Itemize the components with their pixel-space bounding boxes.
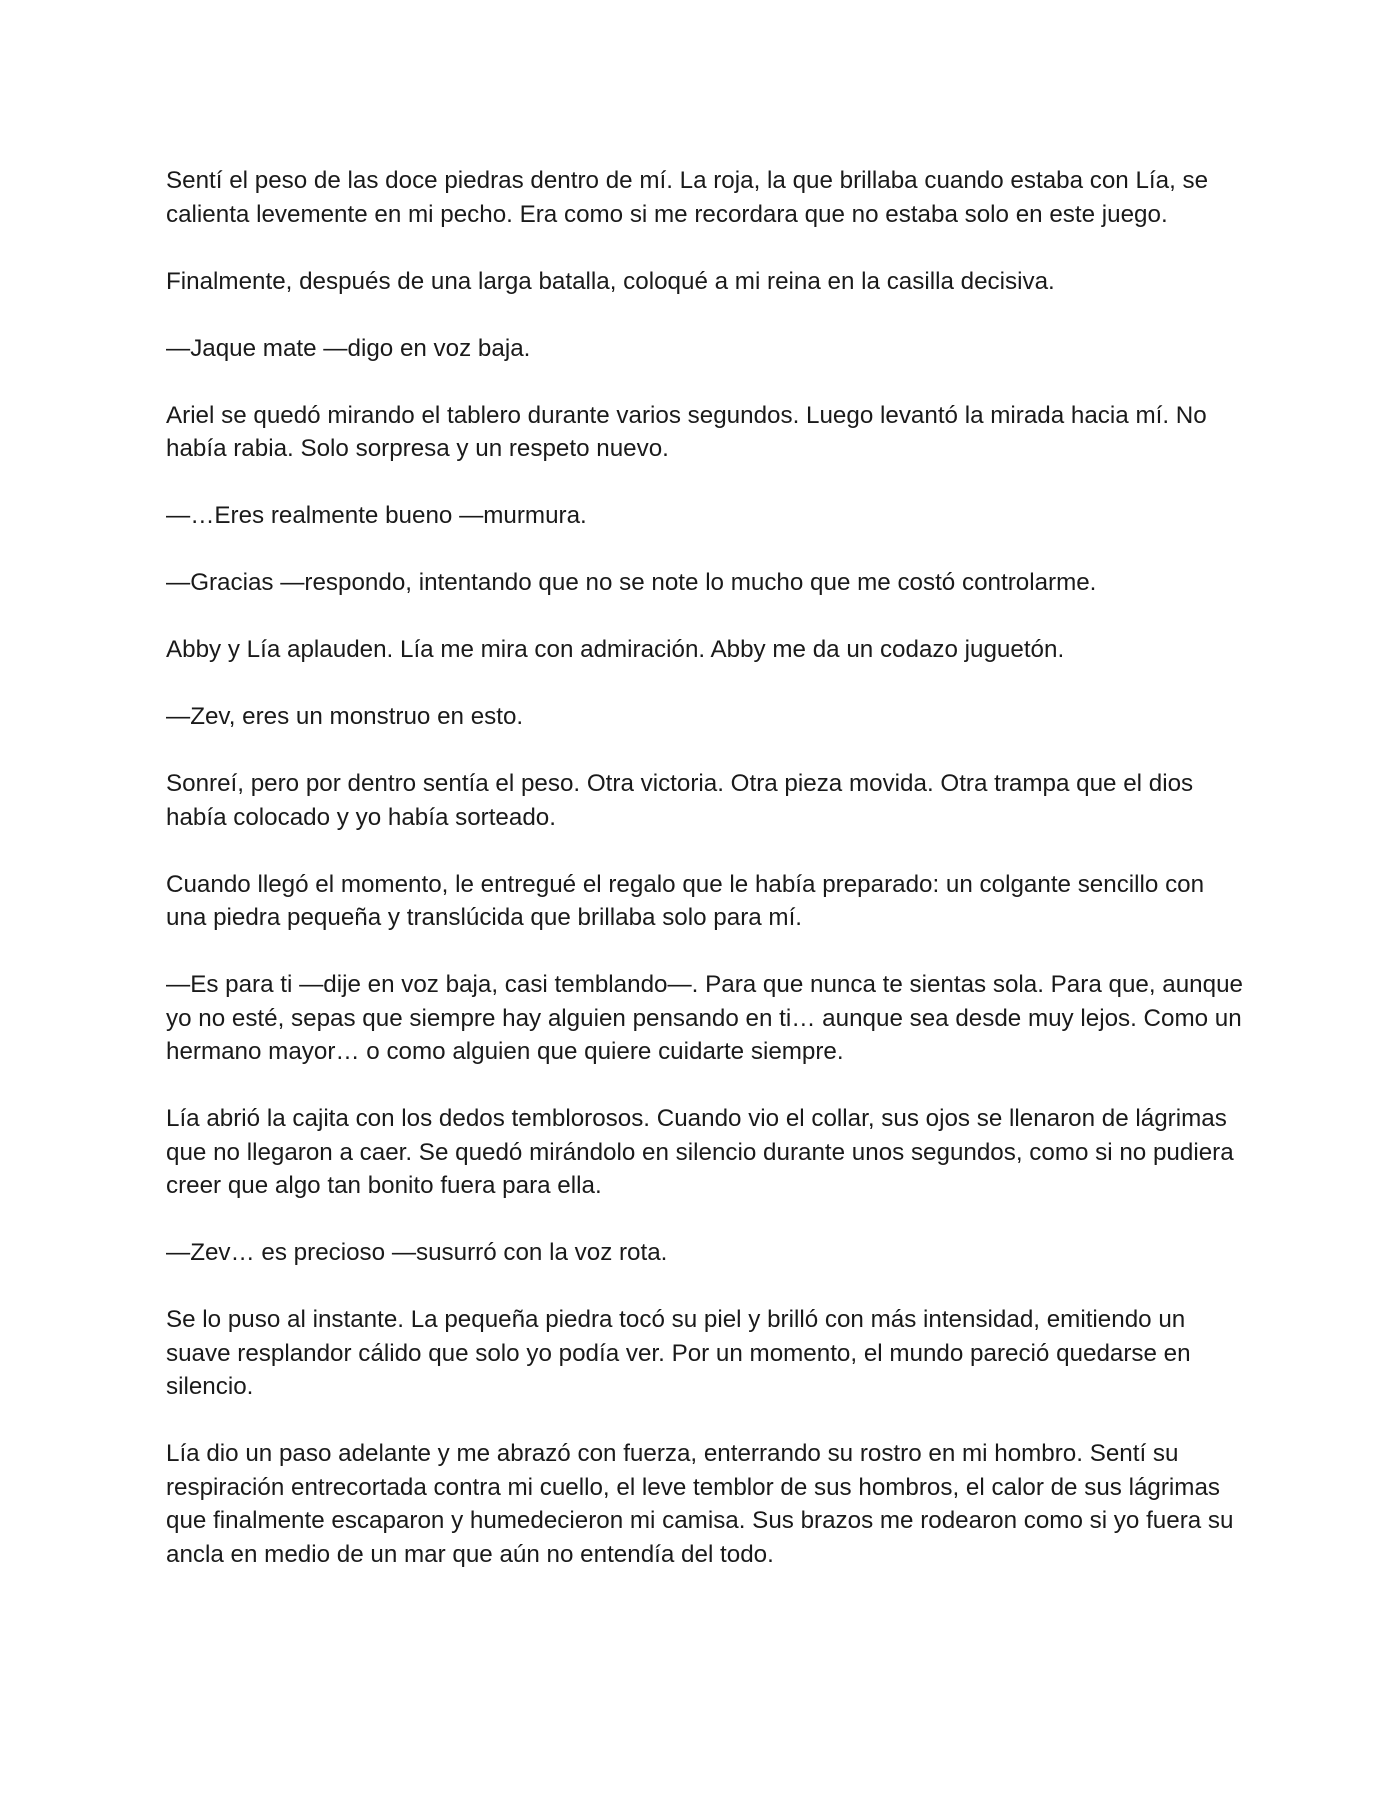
paragraph: —Zev, eres un monstruo en esto.: [166, 703, 524, 730]
paragraph: Abby y Lía aplauden. Lía me mira con admiración. Abby me da un codazo juguetón.: [166, 636, 1065, 663]
paragraph: Sentí el peso de las doce piedras dentro de mí. La roja, la que brillaba cuando estaba con Lía, se calienta levemente en mi pecho. Era como si me recordara que no estaba solo en este juego.: [166, 167, 1209, 228]
paragraph: Ariel se quedó mirando el tablero durante varios segundos. Luego levantó la mirada hacia mí. No había rabia. Solo sorpresa y un respeto nuevo.: [166, 401, 1207, 462]
paragraph: Finalmente, después de una larga batalla, coloqué a mi reina en la casilla decisiva.: [166, 267, 1055, 295]
paragraph: Lía dio un paso adelante y me abrazó con fuerza, enterrando su rostro en mi hombro. Sentí su respiración entrecortada contra mi cuello, el leve temblor de sus hombros, el calor de sus lágrimas que finalmente escaparon y humedecieron mi camisa. Sus brazos me rodearon como si yo fuera su ancla en medio de un mar que aún no entendía del todo.: [166, 1440, 1234, 1568]
paragraph: Se lo puso al instante. La pequeña piedra tocó su piel y brilló con más intensidad, emitiendo un suave resplandor cálido que solo yo podía ver. Por un momento, el mundo pareció quedarse en silencio.: [166, 1306, 1191, 1400]
paragraph: —Gracias —respondo, intentando que no se note lo mucho que me costó controlarme.: [166, 569, 1097, 596]
paragraph: Sonreí, pero por dentro sentía el peso. Otra victoria. Otra pieza movida. Otra trampa que el dios había colocado y yo había sorteado.: [166, 770, 1194, 831]
document-body: [166, 164, 1246, 1571]
paragraph: —Zev… es precioso —susurró con la voz rota.: [166, 1239, 668, 1266]
paragraph: —Es para ti —dije en voz baja, casi temblando—. Para que nunca te sientas sola. Para que, aunque yo no esté, sepas que siempre hay alguien pensando en ti… aunque sea desde muy lejos. Como un hermano mayor… o como alguien que quiere cuidarte siempre.: [166, 971, 1243, 1065]
paragraph: —Jaque mate —digo en voz baja.: [166, 334, 531, 362]
paragraph: Lía abrió la cajita con los dedos temblorosos. Cuando vio el collar, sus ojos se llenaron de lágrimas que no llegaron a caer. Se quedó mirándolo en silencio durante unos segundos, como si no pudiera creer que algo tan bonito fuera para ella.: [166, 1105, 1234, 1199]
paragraph: Cuando llegó el momento, le entregué el regalo que le había preparado: un colgante sencillo con una piedra pequeña y translúcida que brillaba solo para mí.: [166, 870, 1205, 931]
paragraph: —…Eres realmente bueno —murmura.: [166, 502, 587, 529]
